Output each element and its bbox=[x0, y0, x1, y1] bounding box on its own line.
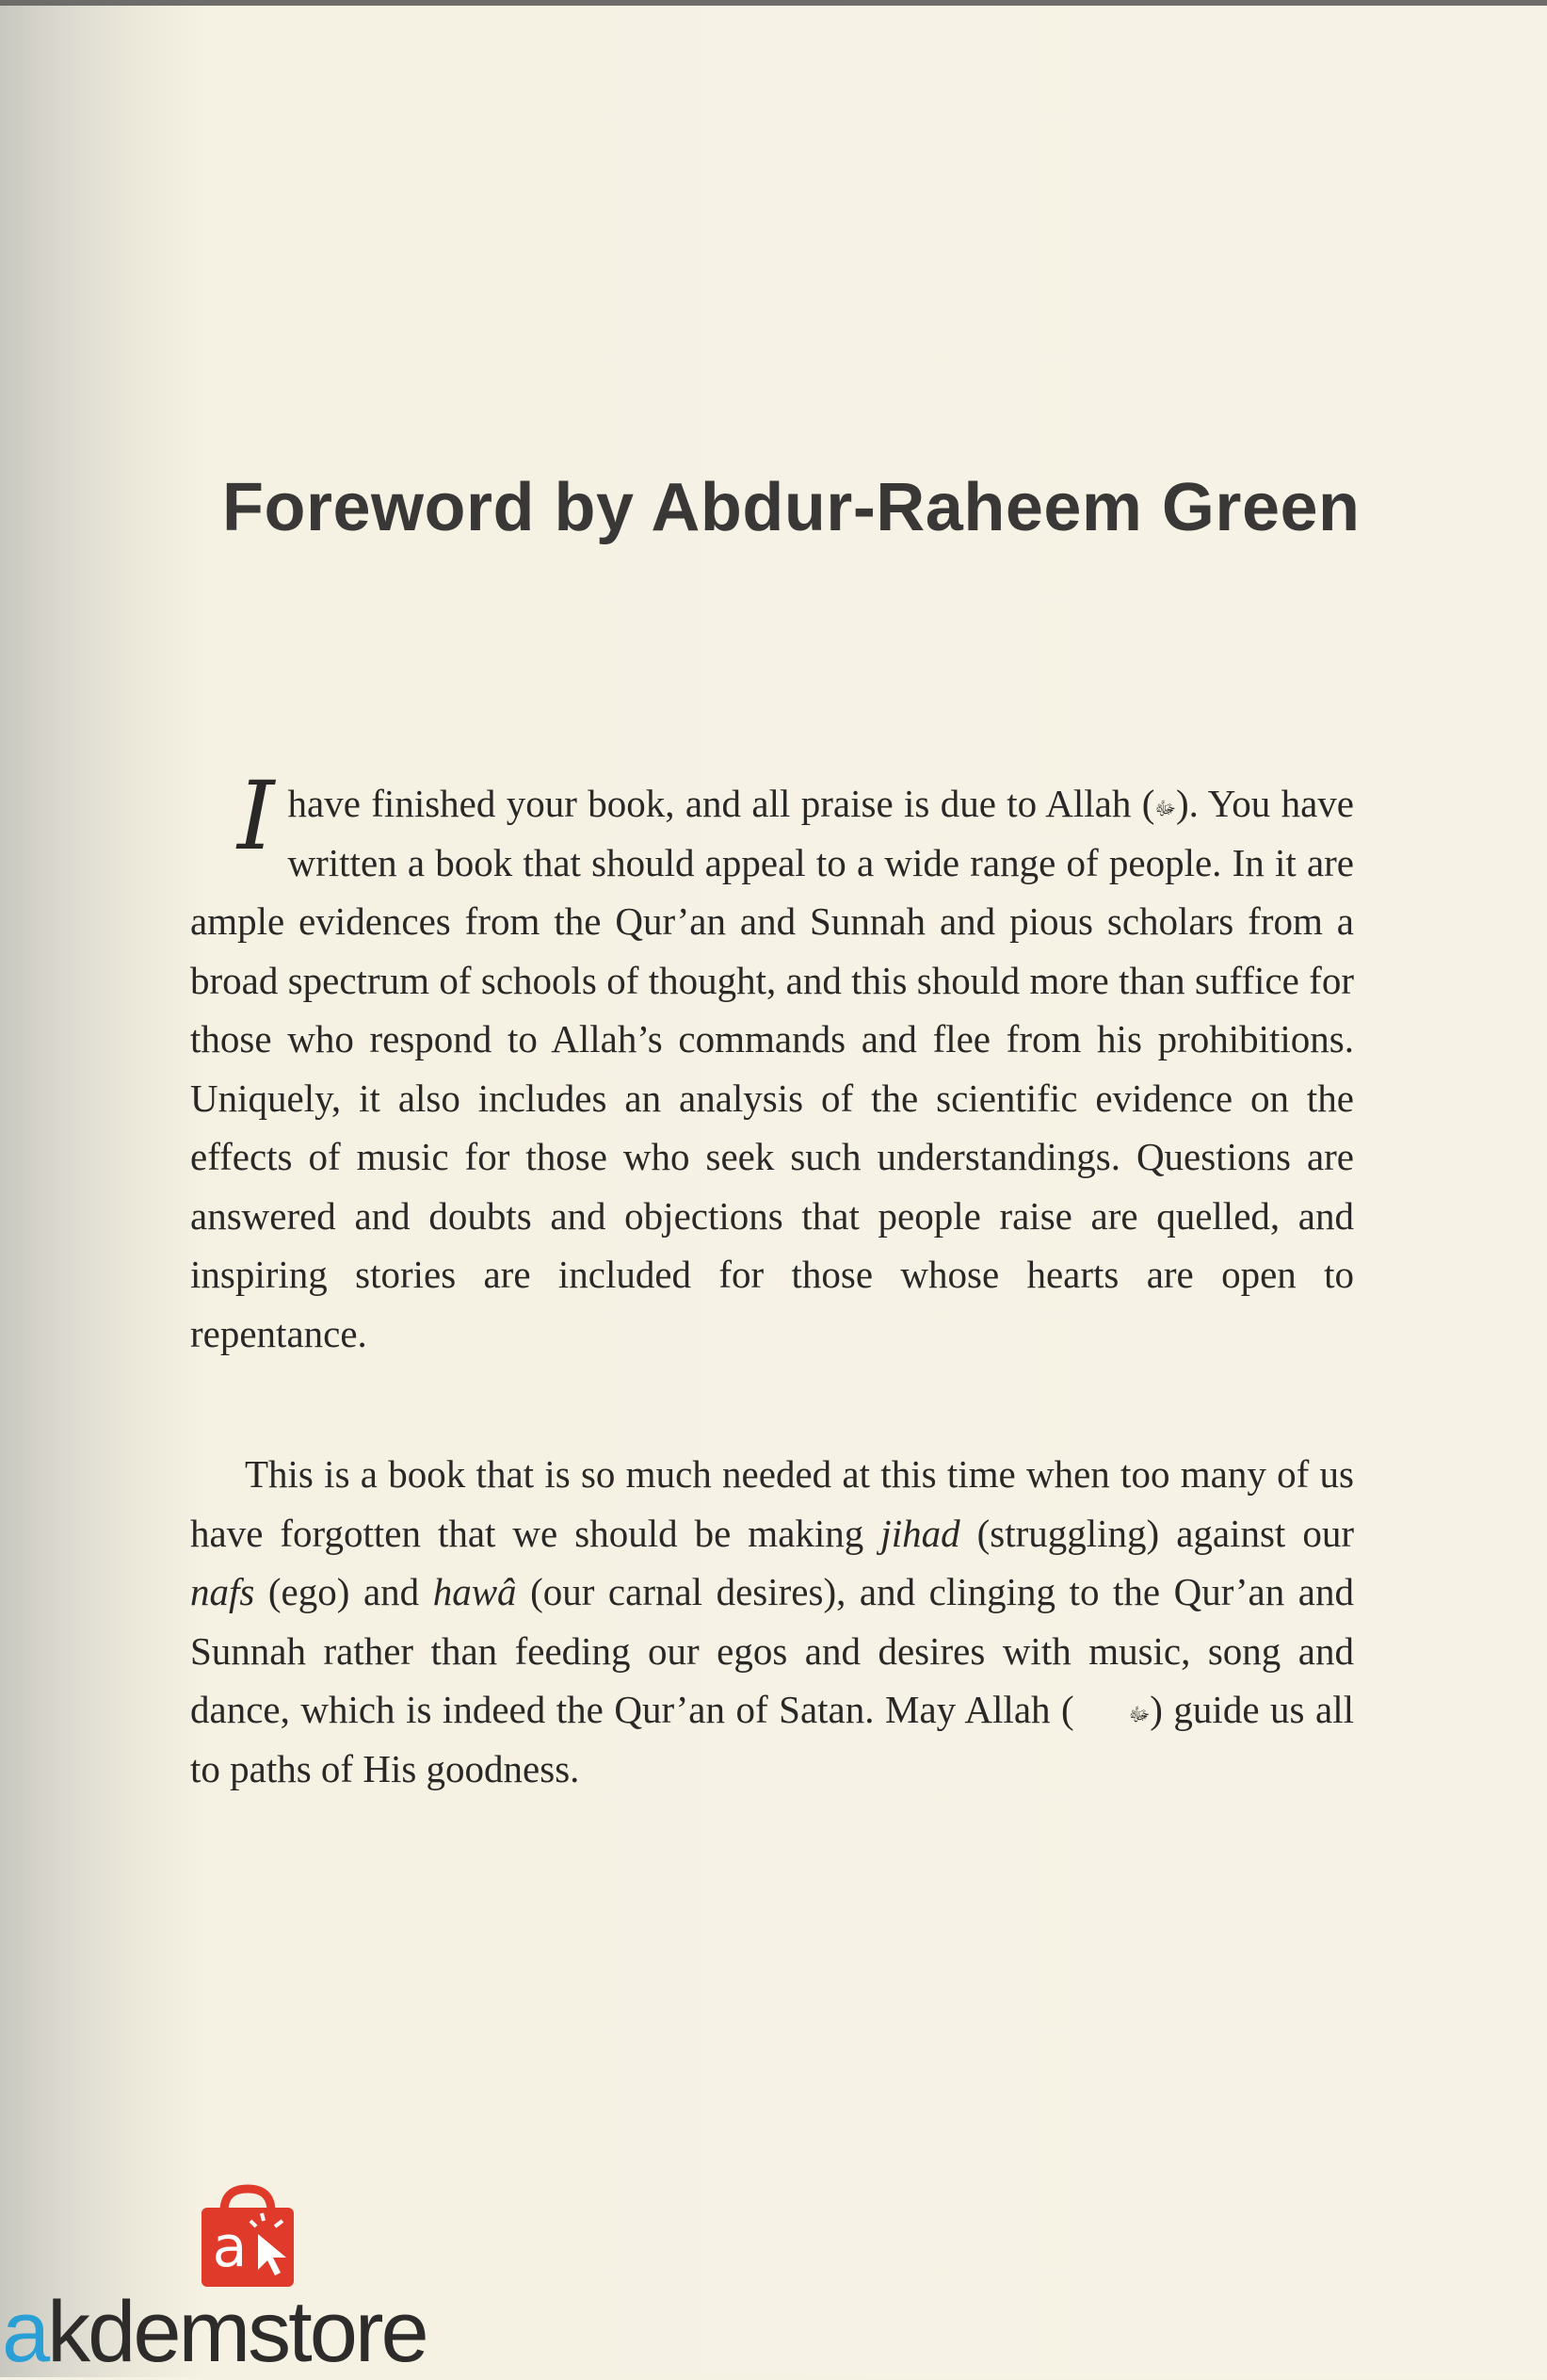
term-nafs: nafs bbox=[190, 1570, 255, 1613]
term-hawa: hawâ bbox=[432, 1570, 517, 1613]
paragraph-2-text: (struggling) against our bbox=[959, 1511, 1354, 1555]
honorific-icon: ﷻ bbox=[1128, 1702, 1151, 1725]
paragraph-1 bbox=[190, 761, 1354, 1363]
brand-text-rest: kdemstore bbox=[47, 2284, 427, 2380]
watermark-brand-text bbox=[2, 2284, 427, 2380]
watermark-logo bbox=[0, 2183, 527, 2380]
page-top-edge bbox=[0, 0, 1547, 6]
paragraph-2-text: ) guide us all to paths of His goodness. bbox=[190, 1688, 1354, 1790]
paragraph-2-text: (ego) and bbox=[254, 1570, 433, 1613]
paragraph-1-text: ). You have written a book that should appeal to a wide range of people. In it are ample evidences from the Qur’an and Sunnah and pious scholars from a broad spectrum of schools of thought, and this should more than suffice for those who respond to Allah’s commands and flee from his prohibitions. Uniquely, it also includes an analysis of the scientific evidence on the effects of music for those who seek such understandings. Questions are answered and doubts and objections that people raise are quelled, and inspiring stories are included for those whose hearts are open to repentance. bbox=[190, 782, 1354, 1355]
paragraph-2 bbox=[190, 1445, 1354, 1798]
brand-text-first: a bbox=[2, 2284, 48, 2380]
term-jihad: jihad bbox=[880, 1511, 960, 1555]
page-title: Foreword by Abdur-Raheem Green bbox=[222, 470, 1361, 545]
paragraph-2-text: This is a book that is so much needed at this time when too many of us have forgotten that we should be making bbox=[190, 1452, 1354, 1555]
logo-icon-letter: a bbox=[212, 2214, 248, 2280]
drop-cap: I bbox=[237, 761, 275, 871]
paragraph-1-text: have finished your book, and all praise is due to Allah ( bbox=[287, 782, 1155, 825]
paragraph-2-text: (our carnal desires), and clinging to the Qur’an and Sunnah rather than feeding our egos and desires with music, song and dance, which is indeed the Qur’an of Satan. May Allah ( bbox=[190, 1570, 1354, 1731]
honorific-icon: ﷻ bbox=[1154, 796, 1176, 819]
shopping-bag-icon bbox=[196, 2183, 299, 2289]
